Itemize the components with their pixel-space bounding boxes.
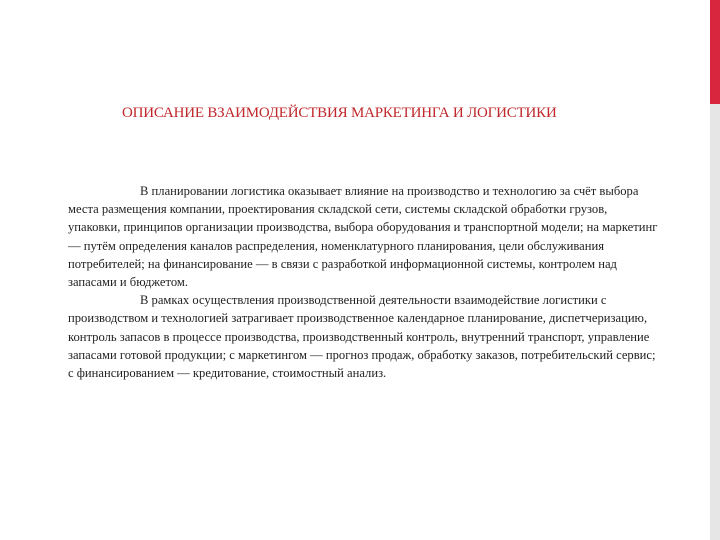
- body-paragraph-2: В рамках осуществления производственной деятельности взаимодействие логистики с производством и технологией затрагивает производственное календарное планирование, диспетчеризацию, контроль запасов в процессе производства, производственный контроль, внутренний транспорт, управление запасами готовой продукции; с маркетингом — прогноз продаж, обработку заказов, потребительский сервис; с финансированием — кредитование, стоимостный анализ.: [68, 293, 656, 381]
- slide-title: ОПИСАНИЕ ВЗАИМОДЕЙСТВИЯ МАРКЕТИНГА И ЛОГИСТИКИ: [122, 105, 557, 121]
- slide-body: [68, 182, 658, 382]
- slide-accent-bar: [710, 0, 720, 104]
- slide-side-bar: [710, 0, 720, 540]
- body-paragraph-1: В планировании логистика оказывает влияние на производство и технологию за счёт выбора места размещения компании, проектирования складской сети, системы складской обработки грузов, упаковки, принципов организации производства, выбора оборудования и транспортной модели; на маркетинг — путём определения каналов распределения, номенклатурного планирования, цели обслуживания потребителей; на финансирование — в связи с разработкой информационной системы, контролем над запасами и бюджетом.: [68, 184, 658, 290]
